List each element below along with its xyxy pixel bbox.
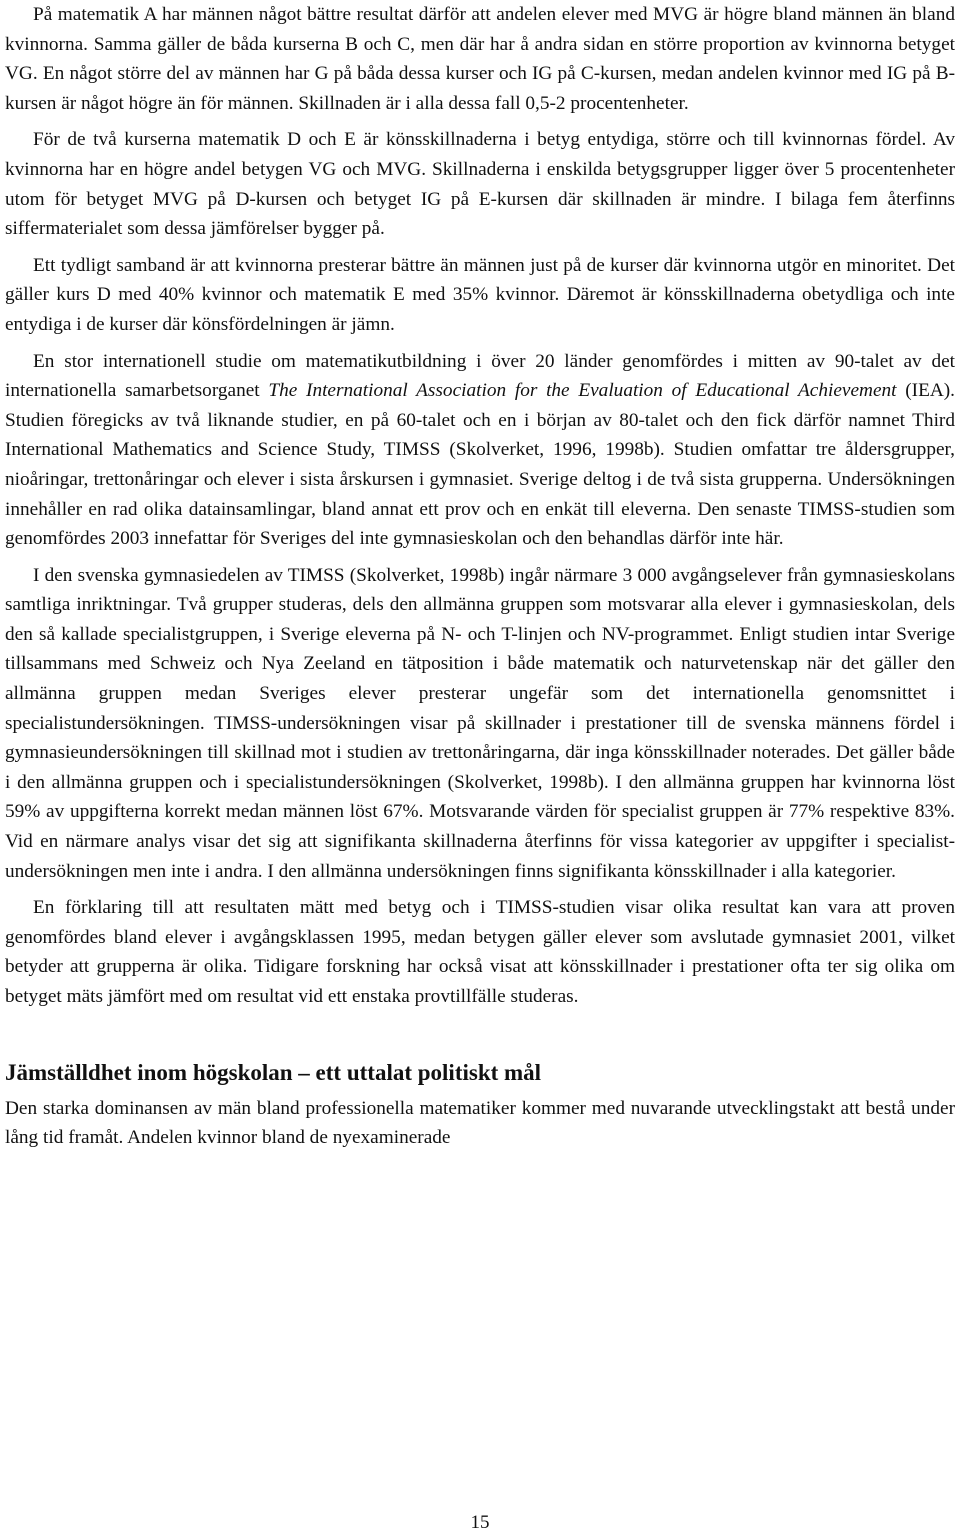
timss-intro-before: En stor internationell studie om matematikutbildning i över 20 länder genomfördes i mitten av 90-talet av det internationella samarbetsorganet <box>5 350 955 402</box>
paragraph-grades-courses-abc: På matematik A har männen något bättre resultat därför att andelen elever med MVG är högre bland männen än bland kvinnorna. Samma gäller de båda kurserna B och C, men där har å andra sidan en större proportion av kvinnorna betyget VG. En något större del av männen har G på båda dessa kurser och IG på C-kursen, medan andelen kvinnor med IG på B-kursen är något högre än för männen. Skillnaden är i alla dessa fall 0,5-2 procentenheter. <box>5 4 955 114</box>
page-number: 15 <box>470 1512 490 1533</box>
paragraph-dominance: Den starka dominansen av män bland professionella matematiker kommer med nuvarande utvecklingstakt att bestå under lång tid framåt. Andelen kvinnor bland de nyexaminerade <box>5 1097 955 1149</box>
paragraph-minority-correlation: Ett tydligt samband är att kvinnorna presterar bättre än männen just på de kurser där kvinnorna utgör en minoritet. Det gäller kurs D med 40% kvinnor och matematik E med 35% kvinnor. Däremot är könsskillnaderna obetydliga och inte entydiga i de kurser där könsfördelningen är jämn. <box>5 254 955 335</box>
paragraph-grades-courses-de: För de två kurserna matematik D och E är könsskillnaderna i betyg entydiga, större och till kvinnornas fördel. Av kvinnorna har en högre andel betygen VG och MVG. Skillnaderna i enskilda betygsgrupper ligger över 5 procentenheter utom för betyget MVG på D-kursen och betyget IG på E-kursen där skillnaden är mindre. I bilaga fem återfinns siffermaterialet som dessa jämförelser bygger på. <box>5 129 955 240</box>
paragraph-timss-intro <box>5 347 955 554</box>
document-page <box>5 0 955 1153</box>
iea-name-italic: The International Association for the Evaluation of Educational Achievement <box>268 380 897 402</box>
section-heading: Jämställdhet inom högskolan – ett uttalat politiskt mål <box>5 1059 542 1085</box>
paragraph-explanation: En förklaring till att resultaten mätt med betyg och i TIMSS-studien visar olika resultat kan vara att proven genomfördes bland elever i avgångsklassen 1995, medan betygen gäller elever som avslutade gymnasiet 2001, vilket betyder att grupperna är olika. Tidigare forskning har också visat att könsskillnader i prestationer ofta ter sig olika om betyget mäts jämfört med om resultat vid ett enstaka provtillfälle studeras. <box>5 897 955 1007</box>
paragraph-timss-sweden: I den svenska gymnasiedelen av TIMSS (Skolverket, 1998b) ingår närmare 3 000 avgångselever från gymnasieskolans samtliga inriktningar. Två grupper studeras, dels den allmänna gruppen som motsvarar alla elever i gymnasieskolan, dels den så kallade specialistgruppen, i Sverige eleverna på N- och T-linjen och NV-programmet. Enligt studien intar Sverige tillsammans med Schweiz och Nya Zeeland en tätposition i både matematik och naturvetenskap när det gäller den allmänna gruppen medan Sveriges elever presterar ungefär som det internationella genomsnittet i specialistundersökningen. TIMSS-undersökningen visar på skillnader i prestationer till de svenska männens fördel i gymnasieundersökningen till skillnad mot i studien av trettonåringarna, där inga könsskillnader noterades. Det gäller både i den allmänna gruppen och i specialistundersökningen (Skolverket, 1998b). I den allmänna gruppen har kvinnorna löst 59% av uppgifterna korrekt medan männen löst 67%. Motsvarande värden för specialist gruppen är 77% respektive 83%. Vid en närmare analys visar det sig att signifikanta skillnaderna återfinns för vissa kategorier av uppgifter i specialist-undersökningen men inte i andra. I den allmänna undersökningen finns signifikanta könsskillnader i alla kategorier. <box>5 564 955 882</box>
timss-intro-after: (IEA). Studien föregicks av två liknande studier, en på 60-talet och en i början av 80-talet och den fick därför namnet Third International Mathematics and Science Study, TIMSS (Skolverket, 1996, 1998b). Studien omfattar tre åldersgrupper, nioåringar, trettonåringar och elever i sista årskursen i gymnasiet. Sverige deltog i de två sista grupperna. Undersökningen innehåller en rad olika datainsamlingar, bland annat ett prov och en enkät till eleverna. Den senaste TIMSS-studien som genomfördes 2003 innefattar för Sveriges del inte gymnasieskolan och den behandlas därför inte här. <box>5 380 956 550</box>
